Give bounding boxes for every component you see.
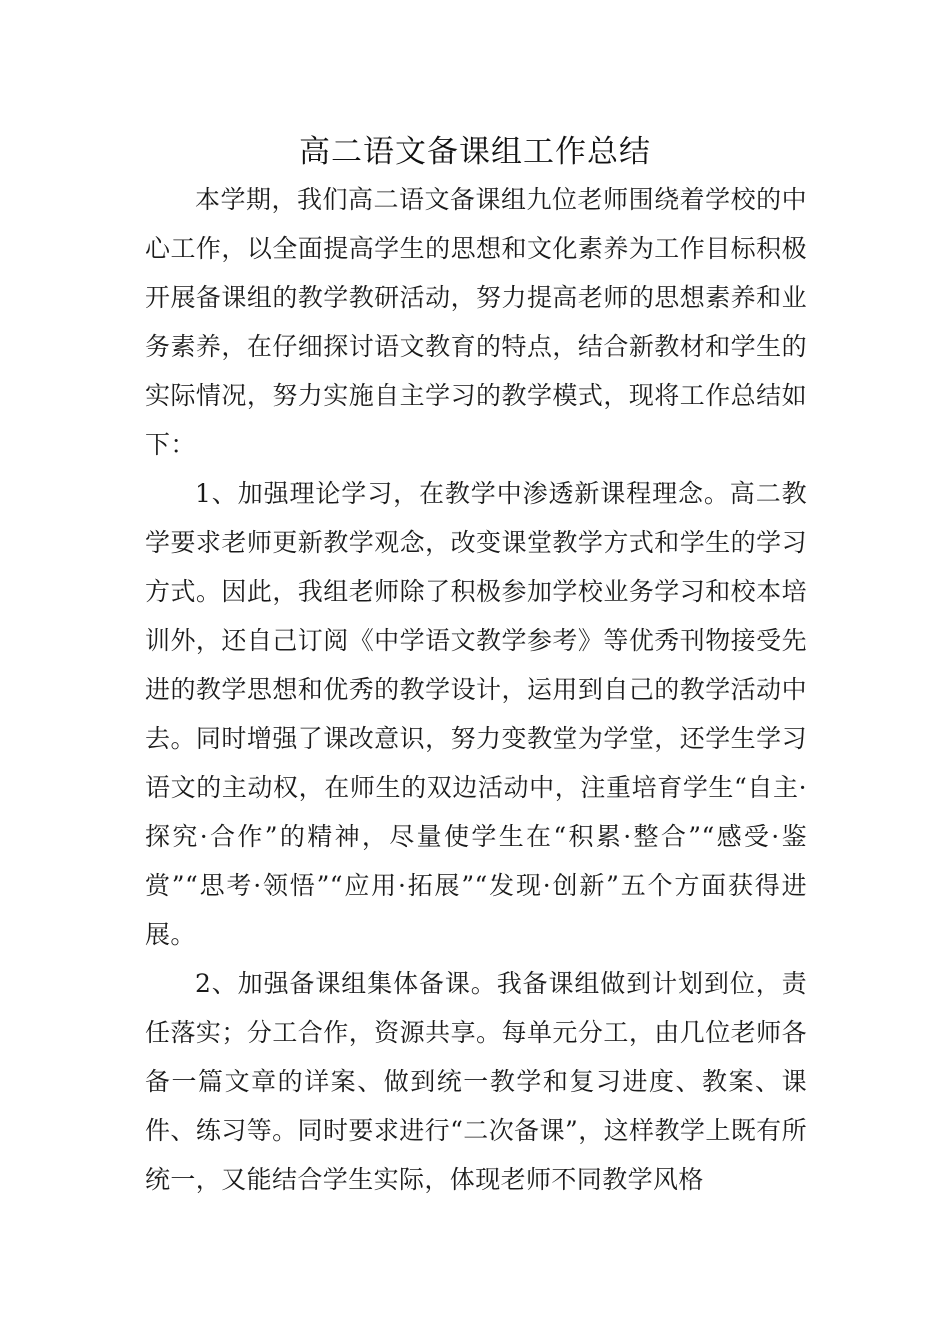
document-body	[145, 175, 807, 1204]
document-title: 高二语文备课组工作总结	[299, 134, 651, 170]
paragraph-collective-lesson-prep: 2、加强备课组集体备课。我备课组做到计划到位，责任落实；分工合作，资源共享。每单元分工，由几位老师各备一篇文章的详案、做到统一教学和复习进度、教案、课件、练习等。同时要求进行“二次备课”，这样教学上既有所统一，又能结合学生实际，体现老师不同教学风格	[145, 969, 807, 1194]
paragraph-theory-study: 1、加强理论学习，在教学中渗透新课程理念。高二教学要求老师更新教学观念，改变课堂教学方式和学生的学习方式。因此，我组老师除了积极参加学校业务学习和校本培训外，还自己订阅《中学语文教学参考》等优秀刊物接受先进的教学思想和优秀的教学设计，运用到自己的教学活动中去。同时增强了课改意识，努力变教堂为学堂，还学生学习语文的主动权，在师生的双边活动中，注重培育学生“自主·探究·合作”的精神，尽量使学生在“积累·整合”“感受·鉴赏”“思考·领悟”“应用·拓展”“发现·创新”五个方面获得进展。	[145, 479, 807, 949]
paragraph-intro: 本学期，我们高二语文备课组九位老师围绕着学校的中心工作，以全面提高学生的思想和文化素养为工作目标积极开展备课组的教学教研活动，努力提高老师的思想素养和业务素养，在仔细探讨语文教育的特点，结合新教材和学生的实际情况，努力实施自主学习的教学模式，现将工作总结如下：	[145, 185, 807, 459]
